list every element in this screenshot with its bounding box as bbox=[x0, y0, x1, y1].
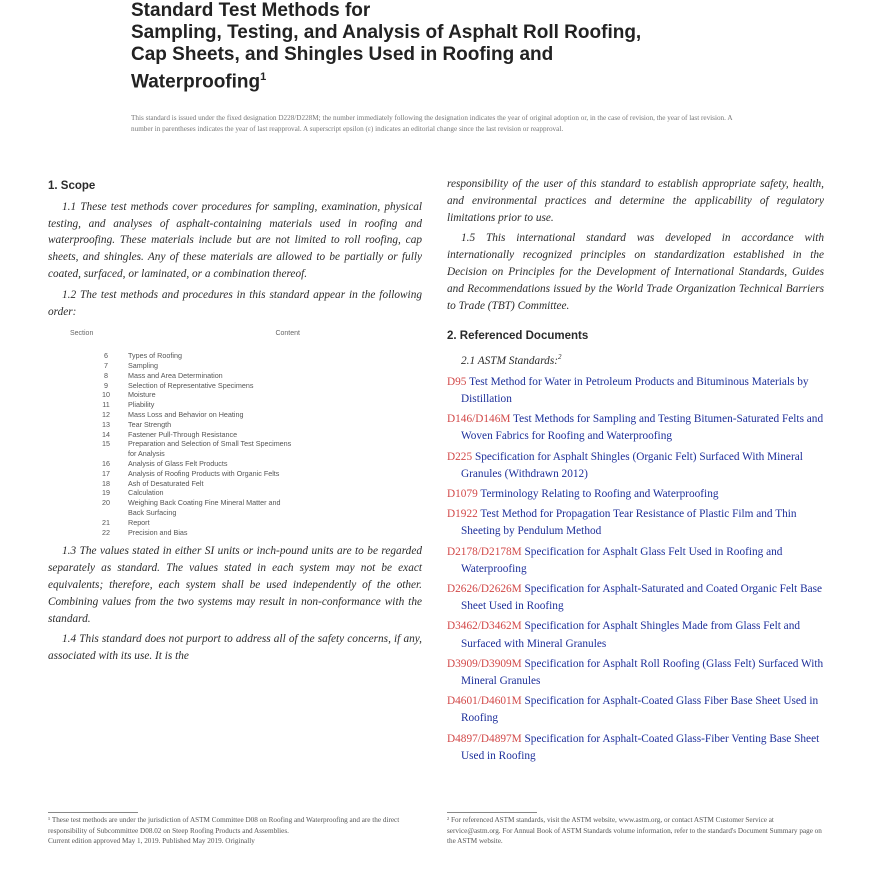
toc-section-title: Calculation bbox=[128, 488, 164, 498]
toc-section-title: Fastener Pull-Through Resistance bbox=[128, 429, 238, 439]
toc-section-number: 18 bbox=[102, 478, 110, 488]
scope-paragraph-1-1: 1.1 These test methods cover procedures for sampling, examination, physical testing, and analyses of asphalt-containing materials used in roofing and waterproofing. These materials include but are not limited to roll roofing, cap sheets, and shingles. Any of these materials are allowed to be partially or fully coated, surfaced, or laminated, or a combination thereof. bbox=[48, 200, 422, 280]
toc-row bbox=[84, 371, 422, 381]
reference-title-link[interactable]: Terminology Relating to Roofing and Waterproofing bbox=[480, 487, 719, 500]
document-title bbox=[131, 0, 751, 93]
toc-section-number bbox=[84, 508, 128, 518]
reference-item[interactable] bbox=[447, 731, 824, 765]
footnote-right: ² For referenced ASTM standards, visit the ASTM website, www.astm.org, or contact ASTM Customer Service at service@astm.org. For Annual Book of ASTM Standards volume information, refer to the standard's Document Summary page on the ASTM website. bbox=[447, 816, 822, 845]
toc-section-title: Tear Strength bbox=[128, 419, 172, 429]
toc-row bbox=[84, 518, 422, 528]
reference-title-link[interactable]: Specification for Asphalt Shingles (Organic Felt) Surfaced With Mineral Granules (Withdrawn 2012) bbox=[461, 450, 803, 480]
toc-section-title: Weighing Back Coating Fine Mineral Matter and bbox=[128, 498, 281, 508]
scope-paragraph-1-4: 1.4 This standard does not purport to address all of the safety concerns, if any, associated with its use. It is the bbox=[48, 633, 422, 663]
toc-section-number: 8 bbox=[104, 370, 108, 380]
reference-item[interactable] bbox=[447, 486, 824, 503]
toc-section-number: 21 bbox=[102, 517, 110, 527]
toc-row bbox=[84, 528, 422, 538]
toc-section-title: Precision and Bias bbox=[128, 527, 188, 537]
reference-code-link[interactable]: D3462/D3462M bbox=[447, 620, 522, 633]
toc-section-number: 7 bbox=[104, 360, 108, 370]
toc-section-title: Report bbox=[128, 517, 150, 527]
toc-row bbox=[84, 381, 422, 391]
reference-title-link[interactable]: Specification for Asphalt-Coated Glass-Fiber Venting Base Sheet Used in Roofing bbox=[461, 732, 820, 762]
toc-row bbox=[84, 508, 422, 518]
title-line: Standard Test Methods for bbox=[131, 0, 371, 21]
reference-title-link[interactable]: Specification for Asphalt-Coated Glass Fiber Base Sheet Used in Roofing bbox=[461, 695, 819, 725]
title-line: Waterproofing$^1$ bbox=[131, 71, 267, 93]
reference-title-link[interactable]: Specification for Asphalt-Saturated and Coated Organic Felt Base Sheet Used in Roofing bbox=[461, 582, 823, 613]
reference-code-link[interactable]: D3909/D3909M bbox=[447, 657, 522, 670]
reference-item[interactable] bbox=[447, 411, 824, 445]
reference-code-link[interactable]: D146/D146M bbox=[447, 413, 511, 426]
toc-section-title: Sampling bbox=[128, 360, 158, 370]
footnote-divider bbox=[48, 812, 138, 813]
toc-section-number: 6 bbox=[104, 351, 108, 361]
reference-item[interactable] bbox=[447, 656, 824, 690]
reference-code-link[interactable]: D4897/D4897M bbox=[447, 732, 522, 745]
footnote-text: ¹ These test methods are under the jurisdiction of ASTM Committee D08 on Roofing and Waterproofing and are the direct responsibility of Subcommittee D08.02 on Steep Roofing Products and Assemblies. bbox=[48, 816, 400, 835]
footnote-left bbox=[48, 815, 422, 847]
toc-row bbox=[84, 439, 422, 449]
toc-section-number: 11 bbox=[102, 400, 110, 410]
toc-section-number: 20 bbox=[102, 498, 110, 508]
section-table bbox=[84, 351, 422, 537]
toc-section-title: Mass Loss and Behavior on Heating bbox=[128, 409, 244, 419]
toc-row bbox=[84, 410, 422, 420]
toc-row bbox=[84, 430, 422, 440]
title-line: Cap Sheets, and Shingles Used in Roofing and bbox=[131, 44, 554, 65]
reference-item[interactable] bbox=[447, 544, 824, 578]
toc-section-title: for Analysis bbox=[128, 449, 165, 459]
toc-section-title: Moisture bbox=[128, 390, 156, 400]
astm-footnote-mark: 2 bbox=[557, 353, 562, 362]
reference-title-link[interactable]: Specification for Asphalt Roll Roofing (Glass Felt) Surfaced With Mineral Granules bbox=[461, 657, 824, 687]
scope-heading: 1. Scope bbox=[48, 180, 96, 192]
standard-notice: This standard is issued under the fixed designation D228/D228M; the number immediately following the designation indicates the year of original adoption or, in the case of revision, the year of last revision. A number in parentheses indicates the year of last reapproval. A superscript epsilon (ε) indicates an editorial change since the last revision or reapproval. bbox=[131, 114, 733, 133]
toc-row bbox=[84, 420, 422, 430]
reference-code-link[interactable]: D2178/D2178M bbox=[447, 545, 522, 558]
toc-section-number: 12 bbox=[102, 409, 110, 419]
toc-header bbox=[70, 326, 300, 343]
toc-row bbox=[84, 469, 422, 479]
scope-paragraph-1-5: 1.5 This international standard was developed in accordance with internationally recognized principles on standardization established in the Decision on Principles for the Development of International Standards, Guides and Recommendations issued by the World Trade Organization Technical Barriers to Trade (TBT) Committee. bbox=[447, 232, 824, 312]
toc-section-number: 16 bbox=[102, 458, 110, 468]
reference-title-link[interactable]: Specification for Asphalt Glass Felt Used in Roofing and Waterproofing bbox=[461, 545, 783, 575]
toc-section-title: Ash of Desaturated Felt bbox=[128, 478, 204, 488]
reference-item[interactable] bbox=[447, 693, 824, 727]
toc-section-title: Back Surfacing bbox=[128, 507, 177, 517]
reference-code-link[interactable]: D4601/D4601M bbox=[447, 695, 522, 708]
toc-section-number: 15 bbox=[102, 439, 110, 449]
toc-section-number bbox=[84, 449, 128, 459]
toc-row bbox=[84, 400, 422, 410]
toc-section-number: 14 bbox=[102, 429, 110, 439]
reference-title-link[interactable]: Test Method for Water in Petroleum Products and Bituminous Materials by Distillation bbox=[461, 375, 809, 405]
reference-code-link[interactable]: D2626/D2626M bbox=[447, 582, 522, 595]
reference-title-link[interactable]: Test Methods for Sampling and Testing Bitumen-Saturated Felts and Woven Fabrics for Roofing and Waterproofing bbox=[461, 413, 824, 443]
astm-standards-label: 2.1 ASTM Standards:$^2$ bbox=[461, 353, 562, 367]
toc-section-number: 19 bbox=[102, 488, 110, 498]
footnote-text: Current edition approved May 1, 2019. Published May 2019. Originally bbox=[48, 837, 255, 845]
right-column bbox=[447, 176, 824, 768]
toc-row bbox=[84, 498, 422, 508]
toc-row bbox=[84, 459, 422, 469]
toc-row bbox=[84, 479, 422, 489]
toc-section-number: 13 bbox=[102, 419, 110, 429]
reference-code-link[interactable]: D95 bbox=[447, 375, 467, 388]
reference-title-link[interactable]: Specification for Asphalt Shingles Made from Glass Felt and Surfaced with Mineral Granules bbox=[461, 620, 800, 650]
toc-row bbox=[84, 449, 422, 459]
toc-section-number: 10 bbox=[102, 390, 110, 400]
toc-row bbox=[84, 488, 422, 498]
toc-section-title: Mass and Area Determination bbox=[128, 370, 223, 380]
reference-list bbox=[447, 374, 824, 765]
reference-item[interactable] bbox=[447, 506, 824, 540]
reference-code-link[interactable]: D1079 bbox=[447, 487, 478, 500]
toc-section-number: 22 bbox=[102, 527, 110, 537]
toc-row bbox=[84, 361, 422, 371]
reference-code-link[interactable]: D225 bbox=[447, 450, 473, 463]
title-line: Sampling, Testing, and Analysis of Asphalt Roll Roofing, bbox=[131, 22, 642, 43]
scope-paragraph-1-2: 1.2 The test methods and procedures in this standard appear in the following order: bbox=[48, 288, 422, 318]
toc-header-content: Content bbox=[275, 330, 300, 338]
toc-section-title: Preparation and Selection of Small Test Specimens bbox=[128, 439, 292, 449]
reference-item[interactable] bbox=[447, 449, 824, 483]
title-footnote-mark: 1 bbox=[260, 71, 267, 83]
footnote-divider bbox=[447, 812, 537, 813]
toc-section-title: Analysis of Roofing Products with Organic Felts bbox=[128, 468, 280, 478]
toc-section-title: Analysis of Glass Felt Products bbox=[128, 458, 228, 468]
reference-code-link[interactable]: D1922 bbox=[447, 508, 478, 521]
toc-section-number: 17 bbox=[102, 468, 110, 478]
scope-paragraph-1-3: 1.3 The values stated in either SI units or inch-pound units are to be regarded separately as standard. The values stated in each system may not be exact equivalents; therefore, each system shall be used independently of the other. Combining values from the two systems may result in non-conformance with the standard. bbox=[48, 545, 422, 625]
toc-section-title: Types of Roofing bbox=[128, 351, 182, 361]
reference-item[interactable] bbox=[447, 618, 824, 652]
reference-title-link[interactable]: Test Method for Propagation Tear Resistance of Plastic Film and Thin Sheeting by Pendulum Method bbox=[461, 508, 797, 538]
toc-section-title: Pliability bbox=[128, 400, 155, 410]
reference-item[interactable] bbox=[447, 374, 824, 408]
toc-row bbox=[84, 351, 422, 361]
scope-paragraph-1-4-continued: responsibility of the user of this standard to establish appropriate safety, health, and environmental practices and determine the applicability of regulatory limitations prior to use. bbox=[447, 178, 824, 224]
toc-row bbox=[84, 390, 422, 400]
toc-header-section: Section bbox=[70, 330, 94, 338]
reference-item[interactable] bbox=[447, 581, 824, 615]
left-column bbox=[48, 176, 422, 669]
toc-section-number: 9 bbox=[104, 380, 108, 390]
toc-section-title: Selection of Representative Specimens bbox=[128, 380, 254, 390]
referenced-documents-heading: 2. Referenced Documents bbox=[447, 330, 589, 343]
